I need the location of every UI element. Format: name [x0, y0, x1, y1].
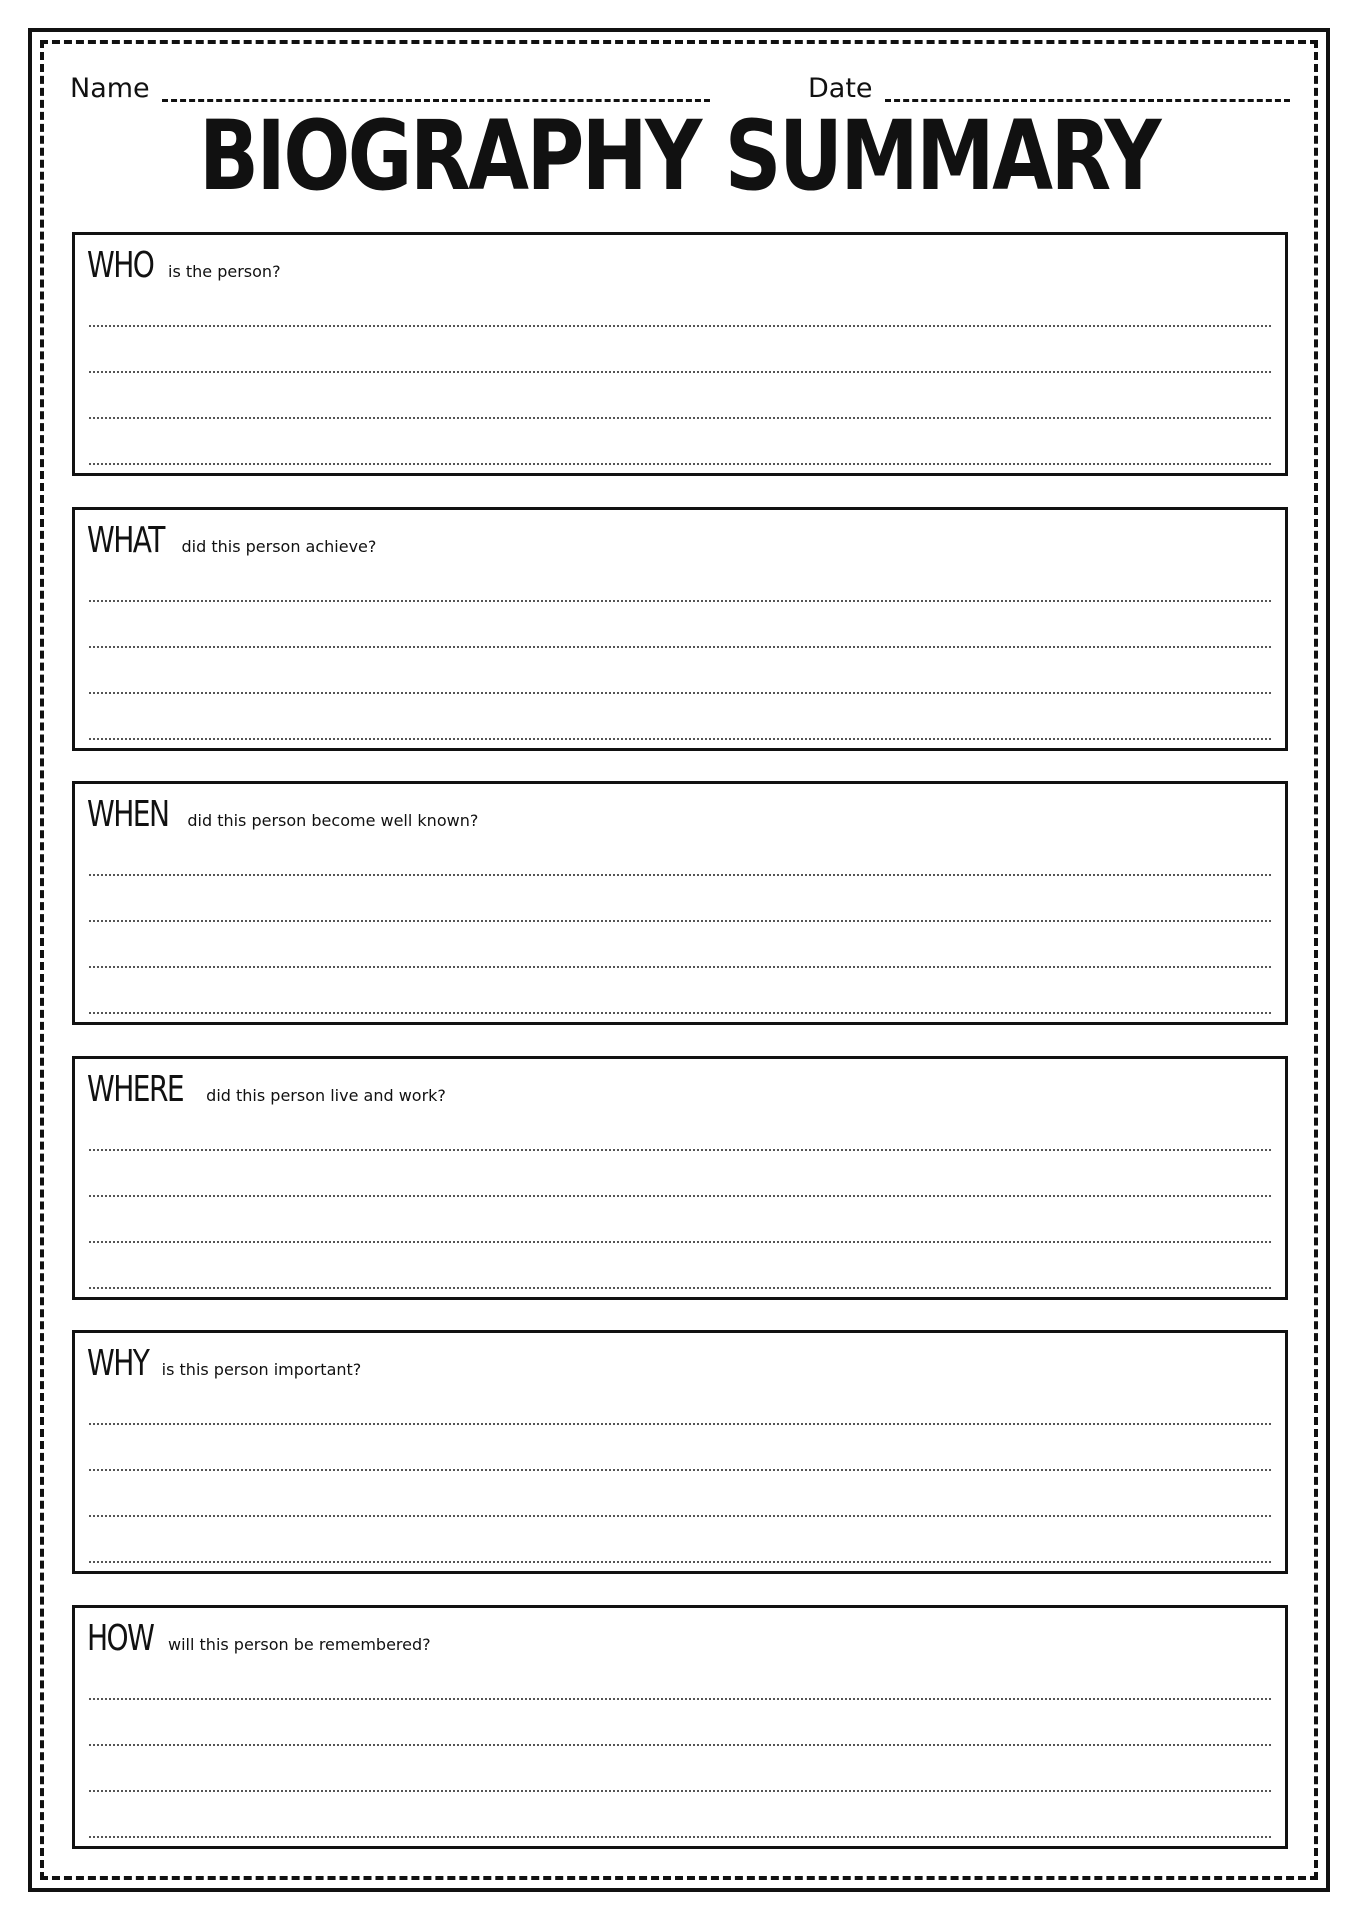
- answer-line[interactable]: [89, 600, 1271, 602]
- section-why: [72, 1330, 1288, 1574]
- section-who: [72, 232, 1288, 476]
- section-prompt: is this person important?: [161, 1360, 362, 1379]
- answer-line[interactable]: [89, 966, 1271, 968]
- answer-line[interactable]: [89, 463, 1271, 465]
- section-when: [72, 781, 1288, 1025]
- answer-line[interactable]: [89, 874, 1271, 876]
- answer-line[interactable]: [89, 325, 1271, 327]
- section-heading: [87, 1618, 431, 1660]
- answer-line[interactable]: [89, 1287, 1271, 1289]
- section-keyword: WHY: [87, 1343, 149, 1384]
- section-prompt: did this person live and work?: [206, 1086, 446, 1105]
- answer-line[interactable]: [89, 1698, 1271, 1700]
- section-heading: [87, 1069, 446, 1111]
- section-where: [72, 1056, 1288, 1300]
- answer-line[interactable]: [89, 738, 1271, 740]
- section-heading: [87, 794, 478, 836]
- answer-line[interactable]: [89, 1836, 1271, 1838]
- date-label: Date: [808, 73, 873, 104]
- answer-line[interactable]: [89, 1561, 1271, 1563]
- answer-line[interactable]: [89, 371, 1271, 373]
- answer-line[interactable]: [89, 1790, 1271, 1792]
- section-keyword: WHERE: [87, 1069, 184, 1110]
- answer-line[interactable]: [89, 920, 1271, 922]
- answer-line[interactable]: [89, 692, 1271, 694]
- answer-line[interactable]: [89, 1744, 1271, 1746]
- answer-line[interactable]: [89, 1469, 1271, 1471]
- answer-line[interactable]: [89, 646, 1271, 648]
- answer-line[interactable]: [89, 1195, 1271, 1197]
- section-how: [72, 1605, 1288, 1849]
- answer-line[interactable]: [89, 1012, 1271, 1014]
- page-title: BIOGRAPHY SUMMARY: [198, 100, 1160, 212]
- section-keyword: HOW: [87, 1618, 154, 1659]
- section-heading: [87, 1343, 361, 1385]
- section-keyword: WHAT: [87, 520, 164, 561]
- section-prompt: will this person be remembered?: [168, 1635, 431, 1654]
- section-prompt: is the person?: [168, 262, 281, 281]
- section-keyword: WHEN: [87, 794, 169, 835]
- section-what: [72, 507, 1288, 751]
- answer-line[interactable]: [89, 1241, 1271, 1243]
- answer-line[interactable]: [89, 1423, 1271, 1425]
- answer-line[interactable]: [89, 1149, 1271, 1151]
- answer-line[interactable]: [89, 1515, 1271, 1517]
- section-prompt: did this person become well known?: [187, 811, 479, 830]
- name-label: Name: [70, 73, 150, 104]
- answer-line[interactable]: [89, 417, 1271, 419]
- section-prompt: did this person achieve?: [181, 537, 377, 556]
- section-heading: [87, 520, 376, 562]
- section-keyword: WHO: [87, 245, 154, 286]
- section-heading: [87, 245, 281, 287]
